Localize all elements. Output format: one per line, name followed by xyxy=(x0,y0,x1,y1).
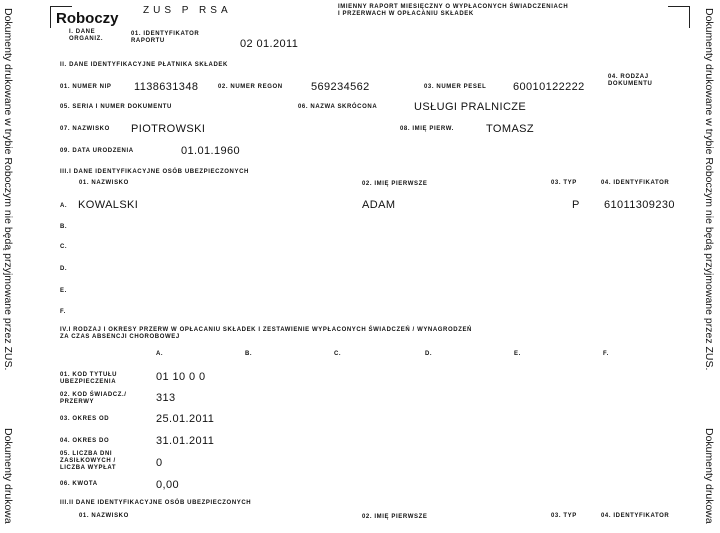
amount-value: 0,00 xyxy=(156,479,180,491)
title-code-value: 01 10 0 0 xyxy=(156,371,206,383)
section4-title-line-2: ZA CZAS ABSENCJI CHOROBOWEJ xyxy=(60,334,180,340)
form-title-line-1: IMIENNY RAPORT MIESIĘCZNY O WYPŁACONYCH ŚWIADCZENIACH xyxy=(338,4,569,10)
insured-type: P xyxy=(572,199,580,211)
column-letter-a: A. xyxy=(156,351,164,357)
insured2-identifier-header: 04. IDENTYFIKATOR xyxy=(601,513,670,519)
row-letter-b: B. xyxy=(60,224,68,230)
pesel-label: 03. NUMER PESEL xyxy=(424,84,487,90)
period-to-label: 04. OKRES DO xyxy=(60,438,110,444)
insured-surname: KOWALSKI xyxy=(78,199,139,211)
insured-identifier: 61011309230 xyxy=(604,199,675,211)
regon-label: 02. NUMER REGON xyxy=(218,84,283,90)
row-letter-d: D. xyxy=(60,266,68,272)
days-label-line-1: 05. LICZBA DNI xyxy=(60,451,113,457)
corner-bracket-left-horizontal xyxy=(50,6,72,7)
birth-date-label: 09. DATA URODZENIA xyxy=(60,148,134,154)
insured-identifier-header: 04. IDENTYFIKATOR xyxy=(601,180,670,186)
insured2-surname-header: 01. NAZWISKO xyxy=(79,513,129,519)
days-value: 0 xyxy=(156,457,163,469)
document-type-label-line-1: 04. RODZAJ xyxy=(608,74,649,80)
nip-label: 01. NUMER NIP xyxy=(60,84,112,90)
corner-bracket-right-horizontal xyxy=(668,6,690,7)
right-watermark-text-continued: Dokumenty drukowa xyxy=(703,428,715,524)
insured2-firstname-header: 02. IMIĘ PIERWSZE xyxy=(362,514,428,520)
row-letter: A. xyxy=(60,203,68,209)
insured-type-header: 03. TYP xyxy=(551,180,577,186)
days-label-line-3: LICZBA WYPŁAT xyxy=(60,465,117,471)
column-letter-e: E. xyxy=(514,351,521,357)
right-watermark-text: Dokumenty drukowane w trybie Roboczym nie będą przyjmowane przez ZUS. xyxy=(703,8,715,371)
nip-value: 1138631348 xyxy=(134,81,199,93)
amount-label: 06. KWOTA xyxy=(60,481,98,487)
birth-date-value: 01.01.1960 xyxy=(181,145,241,157)
draft-status-label: Roboczy xyxy=(56,10,119,27)
surname-value: PIOTROWSKI xyxy=(131,123,206,135)
section3-title: III.I DANE IDENTYFIKACYJNE OSÓB UBEZPIECZONYCH xyxy=(60,169,249,175)
column-letter-c: C. xyxy=(334,351,342,357)
left-watermark-text-continued: Dokumenty drukowa xyxy=(2,428,14,524)
corner-bracket-left-vertical xyxy=(50,6,51,28)
days-label-line-2: ZASIŁKOWYCH / xyxy=(60,458,116,464)
first-name-label: 08. IMIĘ PIERW. xyxy=(400,126,454,132)
form-title-line-2: I PRZERWACH W OPŁACANIU SKŁADEK xyxy=(338,11,474,17)
short-name-value: USŁUGI PRALNICZE xyxy=(414,101,527,113)
insured-firstname-header: 02. IMIĘ PIERWSZE xyxy=(362,181,428,187)
form-code: ZUS P RSA xyxy=(143,5,232,16)
corner-bracket-right-vertical xyxy=(689,6,690,28)
short-name-label: 06. NAZWA SKRÓCONA xyxy=(298,104,378,110)
regon-value: 569234562 xyxy=(311,81,370,93)
row-letter-c: C. xyxy=(60,244,68,250)
section4-title-line-1: IV.I RODZAJ I OKRESY PRZERW W OPŁACANIU SKŁADEK I ZESTAWIENIE WYPŁACONYCH ŚWIADCZEŃ / WYNAGRODZEŃ xyxy=(60,327,472,333)
column-letter-b: B. xyxy=(245,351,253,357)
section5-title: III.II DANE IDENTYFIKACYJNE OSÓB UBEZPIECZONYCH xyxy=(60,500,252,506)
section1-title-line-2: ORGANIZ. xyxy=(69,36,104,42)
benefit-code-value: 313 xyxy=(156,392,176,404)
title-code-label-line-1: 01. KOD TYTUŁU xyxy=(60,372,118,378)
report-id-label-line-1: 01. IDENTYFIKATOR xyxy=(131,31,200,37)
benefit-code-label-line-1: 02. KOD ŚWIADCZ./ xyxy=(60,392,127,398)
report-id-value: 02 01.2011 xyxy=(240,38,299,50)
period-from-value: 25.01.2011 xyxy=(156,413,215,425)
section1-title-line-1: I. DANE xyxy=(69,29,96,35)
pesel-value: 60010122222 xyxy=(513,81,585,93)
row-letter-e: E. xyxy=(60,288,67,294)
left-watermark-text: Dokumenty drukowane w trybie Roboczym nie będą przyjmowane przez ZUS. xyxy=(2,8,14,371)
surname-label: 07. NAZWISKO xyxy=(60,126,110,132)
benefit-code-label-line-2: PRZERWY xyxy=(60,399,95,405)
section2-title: II. DANE IDENTYFIKACYJNE PŁATNIKA SKŁADEK xyxy=(60,62,228,68)
title-code-label-line-2: UBEZPIECZENIA xyxy=(60,379,117,385)
insured2-type-header: 03. TYP xyxy=(551,513,577,519)
insured-firstname: ADAM xyxy=(362,199,396,211)
report-id-label-line-2: RAPORTU xyxy=(131,38,165,44)
column-letter-d: D. xyxy=(425,351,433,357)
period-to-value: 31.01.2011 xyxy=(156,435,215,447)
document-type-label-line-2: DOKUMENTU xyxy=(608,81,653,87)
period-from-label: 03. OKRES OD xyxy=(60,416,110,422)
document-series-label: 05. SERIA I NUMER DOKUMENTU xyxy=(60,104,172,110)
insured-surname-header: 01. NAZWISKO xyxy=(79,180,129,186)
column-letter-f: F. xyxy=(603,351,609,357)
first-name-value: TOMASZ xyxy=(486,123,535,135)
row-letter-f: F. xyxy=(60,309,66,315)
